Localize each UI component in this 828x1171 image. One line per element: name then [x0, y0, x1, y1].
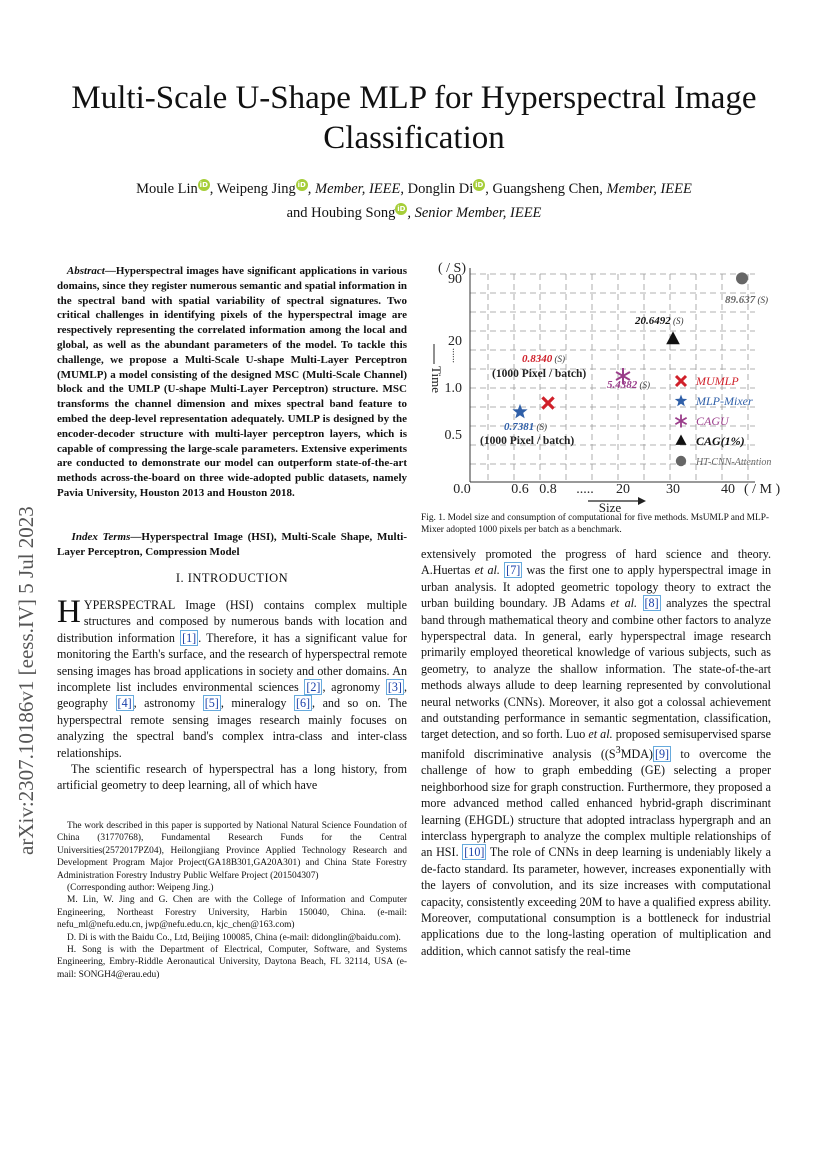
figure-caption: Fig. 1. Model size and consumption of computational for five methods. MsUMLP and MLP-Mixer adopted 1000 pixels per batch as a benchmark.	[421, 513, 770, 536]
intro-text: , and so on. The hyperspectral remote sensing images research mainly focuses on analyzing the spectral band's complex intra-class and inter-class relationships.	[57, 696, 407, 760]
x-tick-label: .....	[576, 482, 594, 497]
size-time-chart	[420, 256, 780, 512]
legend-item	[675, 434, 744, 448]
paper-title: Multi-Scale U-Shape MLP for Hyperspectral Image Classification	[71, 80, 757, 156]
x-tick-label: 0.0	[453, 482, 471, 497]
citation-link[interactable]: [8]	[644, 596, 659, 611]
footnote: The work described in this paper is supported by National Natural Science Foundation of China (31770768), Fundamental Research Funds for the Central Universities(2572017PZ04), Heilongjiang Province Applied Technology Research and Development Program Major Project(GA18B301,GA20A301) and China State Forestry Administration Forestry Industry Public Welfare Project (201504307)	[57, 821, 407, 881]
superscript: 3	[615, 744, 621, 756]
author-name: , Guangsheng Chen,	[485, 181, 603, 197]
data-label: 20.6492 (S)	[635, 315, 684, 327]
legend-label: MLP-Mixer	[696, 394, 753, 408]
intro-text: , geography	[57, 680, 407, 711]
data-label-unit: (S)	[534, 422, 547, 432]
footnote: D. Di is with the Baidu Co., Ltd, Beijing 100085, China (e-mail: didonglin@baidu.com).	[67, 932, 401, 943]
orcid-icon[interactable]: iD	[475, 181, 484, 190]
y-axis-unit: ( / S)	[438, 261, 466, 276]
body-text: was the first one to apply hyperspectral image in urban analysis. It adopted geometric topology theory to extract the urban building boundary. JB Adams	[421, 563, 772, 611]
author-membership: Member, IEEE	[606, 181, 692, 197]
data-point-cag-1-	[666, 331, 680, 344]
citation-link[interactable]: [1]	[182, 630, 197, 645]
intro-text: , astronomy	[133, 696, 203, 711]
orcid-icon[interactable]: iD	[297, 181, 306, 190]
orcid-icon[interactable]: iD	[199, 181, 208, 190]
data-point-mlp-mixer	[512, 404, 527, 419]
legend-label: MUMLP	[696, 374, 739, 388]
citation-link[interactable]: [9]	[654, 746, 670, 761]
x-tick-label: 0.6	[511, 482, 529, 497]
data-note: (1000 Pixel / batch)	[480, 435, 575, 447]
y-tick-label: 0.5	[444, 428, 462, 443]
footnotes	[57, 820, 407, 981]
author-membership: , Member, IEEE	[307, 181, 401, 197]
intro-text: . Therefore, it has a significant value for monitoring the Earth's surface, and the research of hyperspectral remote sensing images has broad applications in society and other domains. An incomplete list includes environmental sciences	[57, 630, 407, 695]
body-text: proposed semisupervised sparse manifold discriminative analysis ((S	[421, 727, 771, 761]
body-text: to overcome the challenge of how to graph embedding (GE) selecting a proper neighborhood size for graph construction. Furthermore, they proposed a more advanced method called enhanced hybrid-graph discriminant learning (EHGDL) structure that adopted intraclass hypergraph and an interclass hypergraph to analyze the complex multiple relationships of an HSI.	[421, 746, 771, 860]
author-line-1	[60, 177, 768, 201]
abstract-label: Abstract	[66, 265, 105, 277]
citation-link[interactable]: [6]	[295, 696, 311, 711]
x-tick-label: 30	[666, 482, 680, 497]
legend-item	[676, 374, 739, 388]
citation-link[interactable]: [2]	[306, 680, 321, 695]
index-terms-text: —Hyperspectral Image (HSI), Multi-Scale Shape, Multi-Layer Perceptron, Compression Model	[57, 531, 407, 558]
data-point-ht-cnn-attention	[736, 272, 748, 284]
body-text: extensively promoted the progress of hard science and theory. A.Huertas	[421, 547, 771, 578]
footnote: H. Song is with the Department of Electrical, Computer, Software, and Systems Engineering, Embry-Riddle Aeronautical University, Daytona Beach, FL 32114, USA (e-mail: SONGH4@erau.edu)	[57, 945, 407, 980]
author-membership: , Senior Member, IEEE	[407, 205, 542, 221]
section-title: I. INTRODUCTION	[175, 571, 289, 585]
x-axis-title: Size	[598, 500, 622, 512]
x-tick-label: 20	[616, 482, 630, 497]
data-label: 5.4382 (S)	[607, 379, 650, 391]
index-terms	[57, 530, 407, 560]
data-label: 89.637 (S)	[725, 294, 768, 306]
legend-label: HT-CNN-Attention	[696, 457, 772, 468]
data-point-mumlp	[542, 397, 553, 408]
citation-link[interactable]: [5]	[204, 696, 219, 711]
abstract-text: —Hyperspectral images have significant applications in various domains, since they register numerous semantic and spatial information in the spectral band with spatial variability of spectral signatures. Two critical challenges in identifying pixels of the hyperspectral image are respectively representing the correlated information among the local and global, as well as the abundant parameters of the model. To tackle this challenge, we propose a Multi-Scale U-shape Multi-Layer Perceptron (MUMLP) a model consisting of the designed MSC (Multi-Scale Channel) block and the UMLP (U-shape Multi-Layer Perceptron) structure. MSC transforms the channel dimension and mixes spectral band feature to embed the deep-level representation adequately. UMLP is designed by the encoder-decoder structure with multi-layer perceptron layers, which is capable of compressing the large-scale parameters. Extensive experiments are conducted to demonstrate our model can outperform state-of-the-art methods across-the-board on three wide-adopted public datasets, namely Pavia University, Houston 2013 and Houston 2018.	[57, 265, 407, 499]
y-tick-label: 90	[448, 272, 462, 287]
introduction-body	[57, 594, 407, 794]
body-text: et al.	[588, 727, 613, 742]
intro-text: , mineralogy	[220, 696, 294, 711]
arxiv-identifier[interactable]: arXiv:2307.10186v1 [eess.IV] 5 Jul 2023	[14, 506, 38, 855]
body-text: analyzes the spectral band through mathematical theory and combine other factors to analyze hyperspectral data. In general, early hyperspectral image research primarily employed theoretical knowledge of various subjects, such as geometry, to analyze the shallow information. The state-of-the-art methods always allude to deep learning represented by convolutional neural networks (CNNs). Moreover, it also got a colossal achievement and outstanding performance in semantic segmentation, classification, target detection, and so forth. Luo	[421, 596, 772, 742]
author-list	[60, 177, 768, 225]
intro-text: YPERSPECTRAL Image (HSI) contains complex multiple structures and composed by numerous bands with location and distribution information	[57, 598, 407, 645]
body-text: MDA)	[620, 746, 653, 761]
citation-link[interactable]: [7]	[506, 563, 521, 578]
x-axis-unit: ( / M )	[744, 482, 780, 497]
author-name: Moule Lin	[136, 181, 198, 197]
footnote: (Corresponding author: Weipeng Jing.)	[67, 883, 214, 894]
author-name: and Houbing Song	[286, 205, 396, 221]
legend-item	[676, 456, 772, 468]
data-label-unit: (S)	[670, 316, 684, 326]
data-label-unit: (S)	[552, 354, 565, 364]
legend-label: CAGU	[696, 414, 729, 428]
right-column-body	[421, 546, 771, 959]
orcid-icon[interactable]: iD	[397, 205, 406, 214]
footnote: M. Lin, W. Jing and G. Chen are with the College of Information and Computer Engineering, Northeast Forestry University, Harbin 150040, China. (e-mail: nefu_ml@nefu.edu.cn, jwp@nefu.edu.cn, kjc_chen@163.com)	[57, 895, 407, 931]
data-label: 0.8340 (S)	[522, 353, 565, 365]
intro-paragraph-2: The scientific research of hyperspectral has a long history, from artificial geometry to deep learning, all of which have	[57, 762, 407, 793]
author-line-2	[60, 201, 768, 225]
intro-text: , agronomy	[322, 680, 386, 695]
body-text: The role of CNNs in deep learning is undeniably likely a de-facto standard. Its parameter, however, increases exponentially with the layers of convolution, and its size increases with computational capacity, consistently exceeding 20M to have a qualified express ability. Moreover, computational consumption is a bottleneck for industrial applications due to the long-lasting operation of multiplication and addition, which cannot satisfy the real-time	[421, 845, 771, 958]
index-terms-label: Index Terms	[71, 531, 131, 543]
body-text: et al.	[474, 563, 500, 578]
citation-link[interactable]: [4]	[117, 696, 132, 711]
y-axis-title: Time	[429, 366, 444, 393]
legend-label: CAG(1%)	[696, 434, 745, 448]
abstract	[57, 264, 407, 501]
x-tick-label: 0.8	[539, 482, 557, 497]
legend-item	[675, 394, 753, 408]
data-label-unit: (S)	[755, 295, 768, 305]
data-label: 0.7381 (S)	[504, 421, 547, 433]
x-tick-label: 40	[721, 482, 735, 497]
y-tick-label: ......	[446, 348, 457, 363]
data-label-unit: (S)	[637, 380, 650, 390]
arxiv-sidebar	[14, 506, 54, 895]
citation-link[interactable]: [3]	[387, 680, 402, 695]
author-name: , Donglin Di	[400, 181, 474, 197]
citation-link[interactable]: [10]	[464, 845, 485, 860]
data-note: (1000 Pixel / batch)	[492, 368, 587, 380]
author-name: , Weipeng Jing	[209, 181, 296, 197]
drop-cap: H	[57, 594, 81, 630]
body-text: et al.	[610, 596, 638, 611]
y-tick-label: 1.0	[444, 381, 462, 396]
x-axis-arrowhead	[638, 497, 646, 505]
y-tick-label: 20	[448, 334, 462, 349]
